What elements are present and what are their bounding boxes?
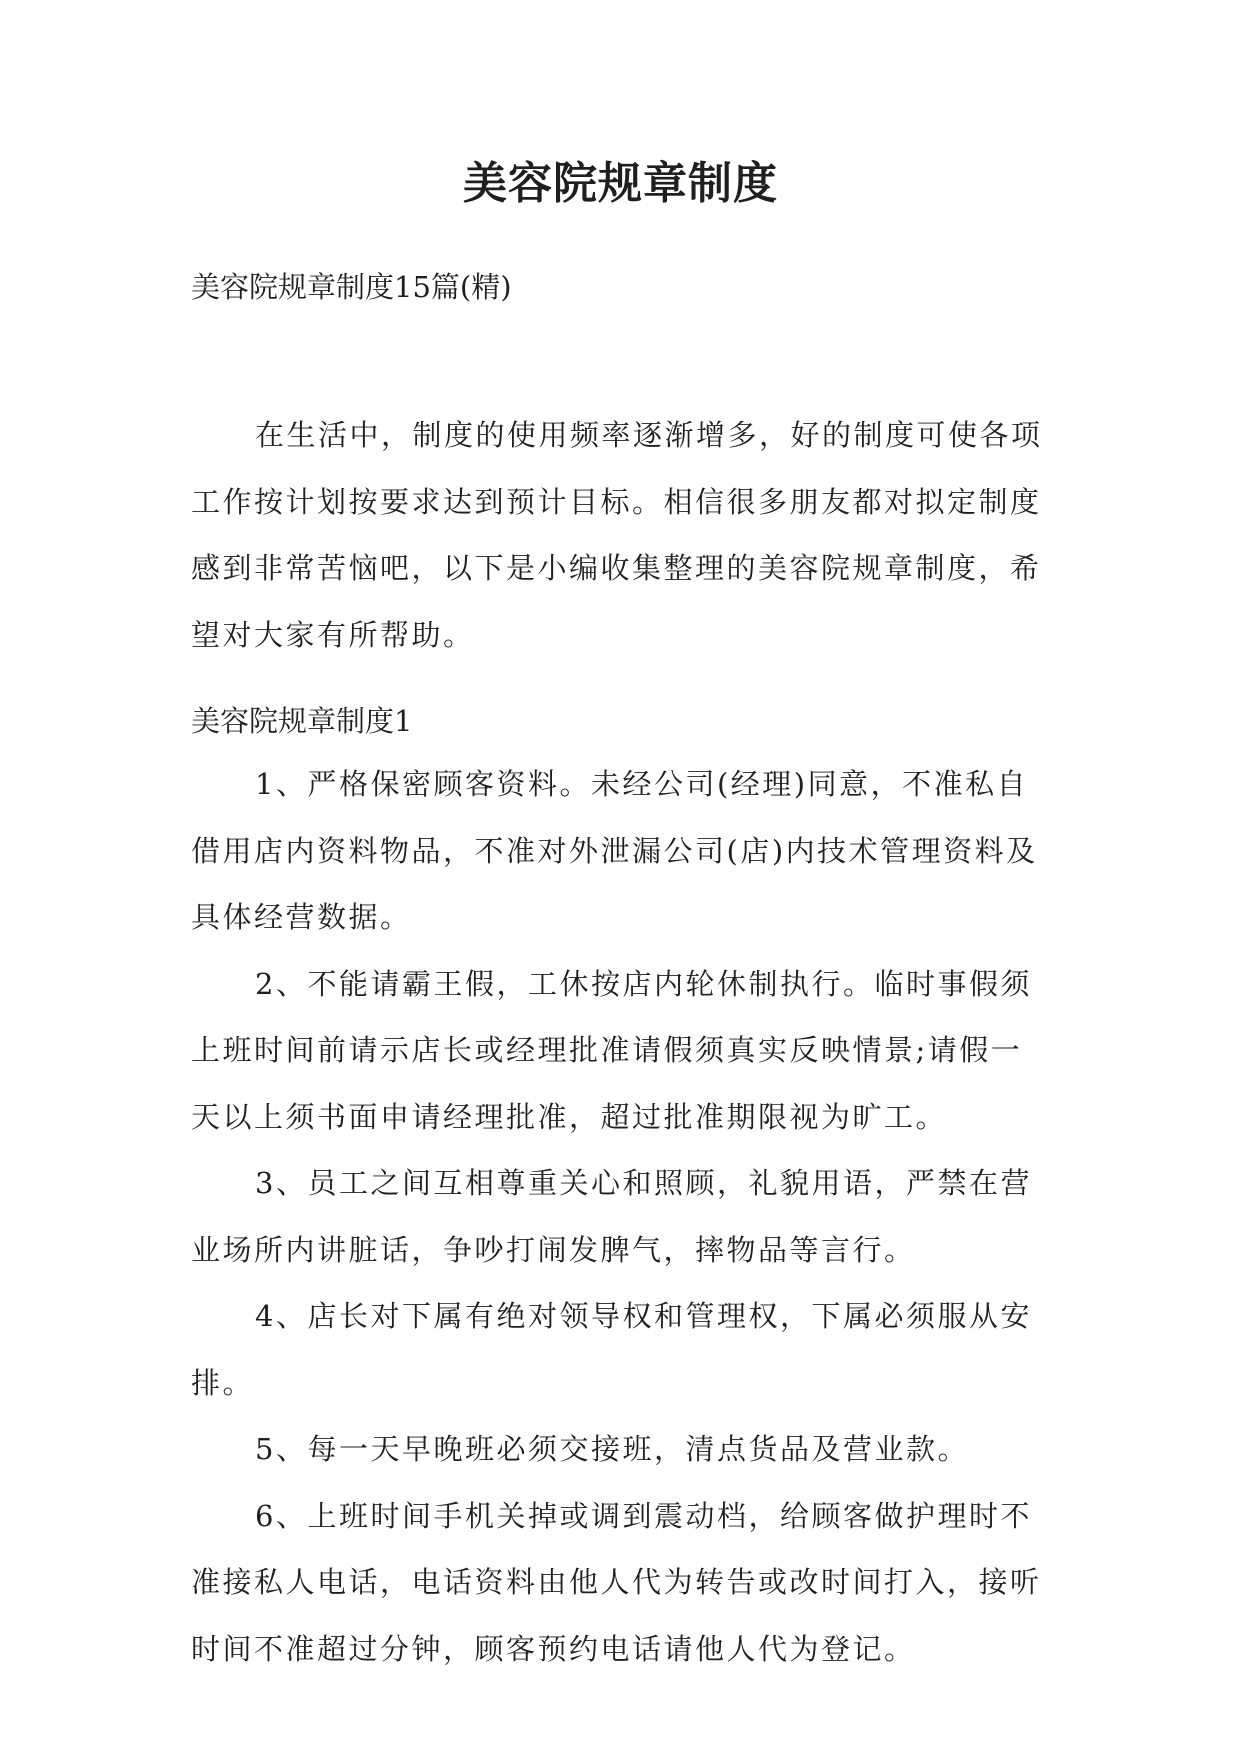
document-title: 美容院规章制度 bbox=[463, 158, 778, 209]
document-subtitle: 美容院规章制度15篇(精) bbox=[191, 270, 512, 304]
rule-item-6: 6、上班时间手机关掉或调到震动档，给顾客做护理时不准接私人电话，电话资料由他人代为转告或改时间打入，接听时间不准超过分钟，顾客预约电话请他人代为登记。 bbox=[191, 1498, 1042, 1666]
rule-item-2: 2、不能请霸王假，工休按店内轮休制执行。临时事假须上班时间前请示店长或经理批准请假须真实反映情景;请假一天以上须书面申请经理批准，超过批准期限视为旷工。 bbox=[191, 966, 1032, 1134]
rule-item-3: 3、员工之间互相尊重关心和照顾，礼貌用语，严禁在营业场所内讲脏话，争吵打闹发脾气，摔物品等言行。 bbox=[191, 1166, 1032, 1267]
rule-item-4: 4、店长对下属有绝对领导权和管理权，下属必须服从安排。 bbox=[191, 1299, 1032, 1400]
section-heading: 美容院规章制度1 bbox=[191, 704, 413, 738]
rule-item-1: 1、严格保密顾客资料。未经公司(经理)同意，不准私自借用店内资料物品，不准对外泄漏公司(店)内技术管理资料及具体经营数据。 bbox=[191, 767, 1038, 934]
rules-list bbox=[191, 751, 1051, 1682]
intro-paragraph: 在生活中，制度的使用频率逐渐增多，好的制度可使各项工作按计划按要求达到预计目标。相信很多朋友都对拟定制度感到非常苦恼吧，以下是小编收集整理的美容院规章制度，希望对大家有所帮助。 bbox=[191, 418, 1043, 652]
rule-item-5: 5、每一天早晚班必须交接班，清点货品及营业款。 bbox=[255, 1432, 969, 1466]
